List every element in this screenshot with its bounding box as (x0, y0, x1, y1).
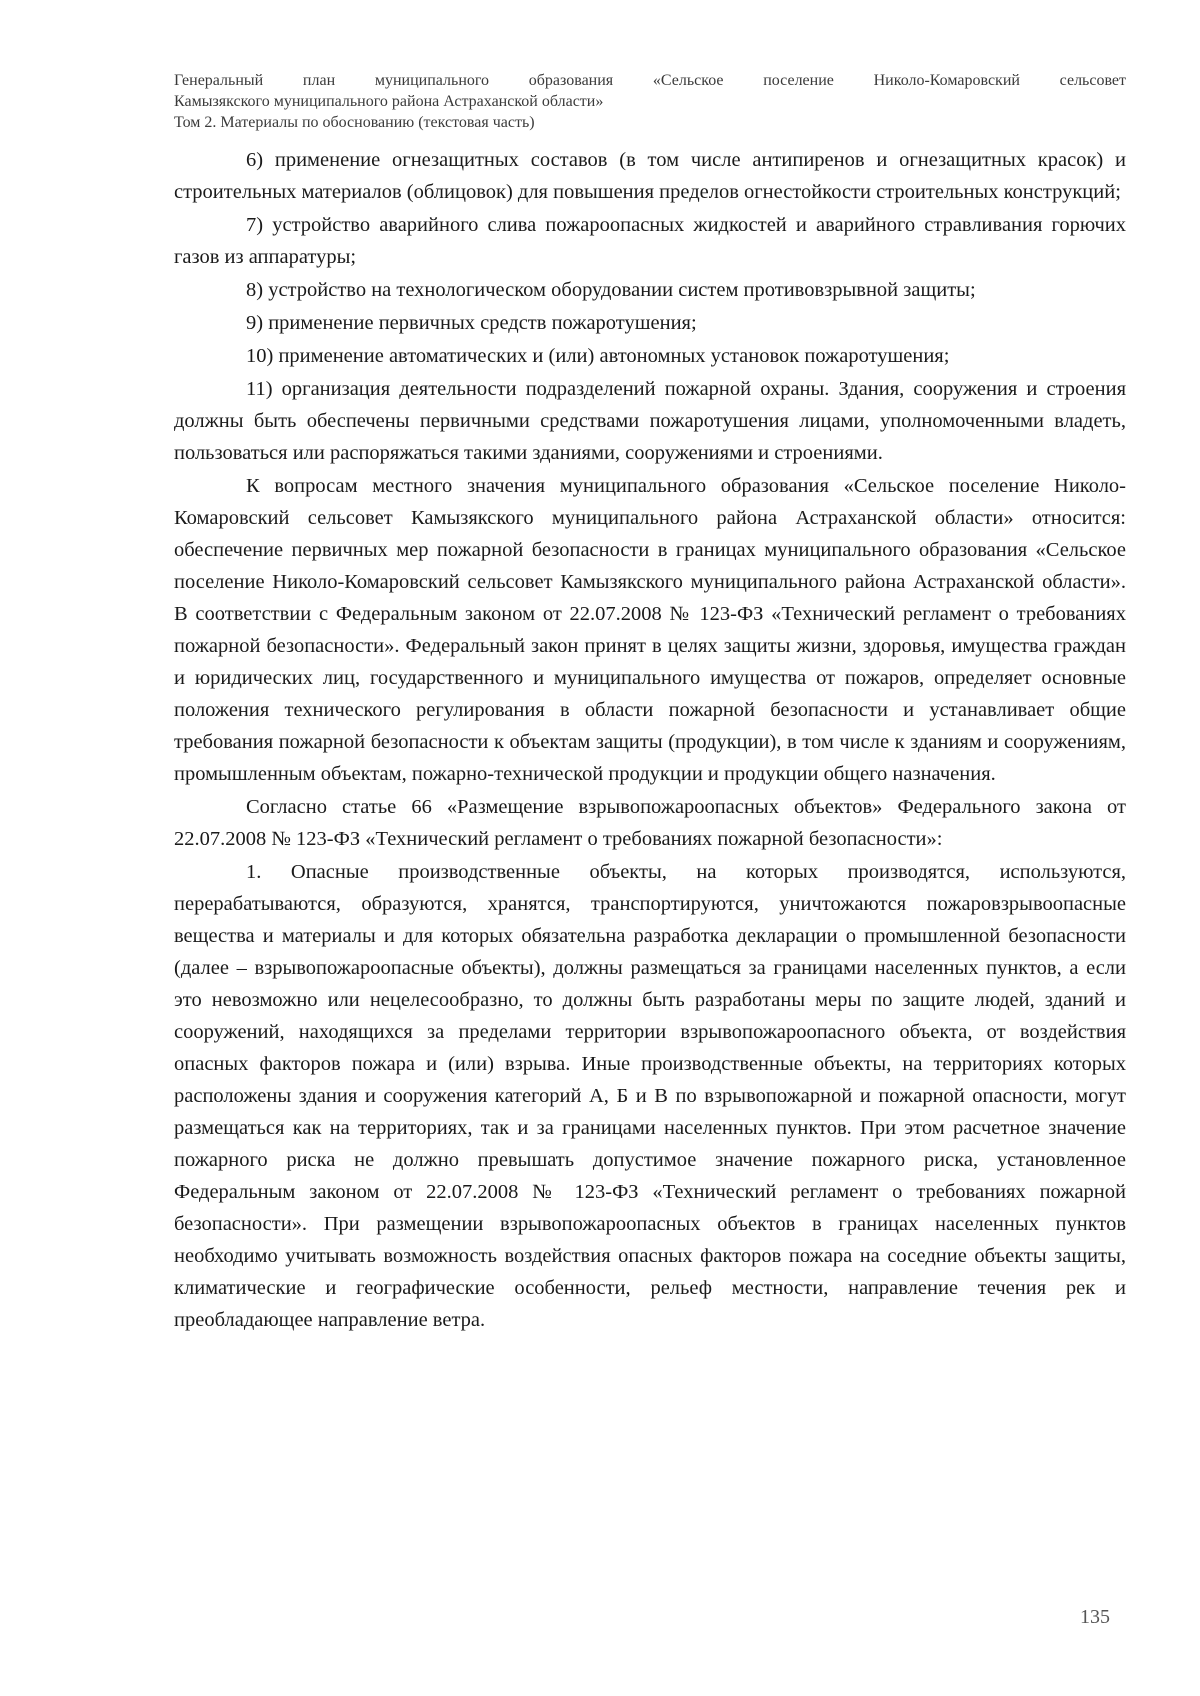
header-volume-line: Том 2. Материалы по обоснованию (текстовая часть) (174, 114, 535, 131)
paragraph-article-66: Согласно статье 66 «Размещение взрывопожароопасных объектов» Федерального закона от 22.07.2008 № 123-ФЗ «Технический регламент о требованиях пожарной безопасности»: (174, 796, 1126, 850)
paragraph-item-11: 11) организация деятельности подразделений пожарной охраны. Здания, сооружения и строения должны быть обеспечены первичными средствами пожаротушения лицами, уполномоченными владеть, пользоваться или распоряжаться такими зданиями, сооружениями и строениями. (174, 378, 1126, 464)
paragraph-item-6: 6) применение огнезащитных составов (в том числе антипиренов и огнезащитных красок) и строительных материалов (облицовок) для повышения пределов огнестойкости строительных конструкций; (174, 149, 1126, 203)
paragraph-local-significance: К вопросам местного значения муниципального образования «Сельское поселение Николо-Комаровский сельсовет Камызякского муниципального района Астраханской области» относится: обеспечение первичных мер пожарной безопасности в границах муниципального образования «Сельское поселение Николо-Комаровский сельсовет Камызякского муниципального района Астраханской области». В соответствии с Федеральным законом от 22.07.2008 № 123-ФЗ «Технический регламент о требованиях пожарной безопасности». Федеральный закон принят в целях защиты жизни, здоровья, имущества граждан и юридических лиц, государственного и муниципального имущества от пожаров, определяет основные положения технического регулирования в области пожарной безопасности и устанавливает общие требования пожарной безопасности к объектам защиты (продукции), в том числе к зданиям и сооружениям, промышленным объектам, пожарно-технической продукции и продукции общего назначения. (174, 475, 1126, 785)
body-text (174, 144, 1126, 1336)
paragraph-item-7: 7) устройство аварийного слива пожароопасных жидкостей и аварийного стравливания горючих газов из аппаратуры; (174, 214, 1126, 268)
paragraph-item-9: 9) применение первичных средств пожаротушения; (246, 312, 697, 334)
paragraph-item-8: 8) устройство на технологическом оборудовании систем противовзрывной защиты; (246, 279, 976, 301)
paragraph-item-10: 10) применение автоматических и (или) автономных установок пожаротушения; (246, 345, 950, 367)
running-header (174, 70, 1126, 133)
header-title-line-2: Камызякского муниципального района Астраханской области» (174, 93, 604, 110)
header-title-line-1: Генеральный план муниципального образования «Сельское поселение Николо-Комаровский сельсовет (174, 72, 1126, 89)
page-number: 135 (1080, 1606, 1110, 1628)
paragraph-article-66-item-1: 1. Опасные производственные объекты, на которых производятся, используются, перерабатываются, образуются, хранятся, транспортируются, уничтожаются пожаровзрывоопасные вещества и материалы и для которых обязательна разработка декларации о промышленной безопасности (далее – взрывопожароопасные объекты), должны размещаться за границами населенных пунктов, а если это невозможно или нецелесообразно, то должны быть разработаны меры по защите людей, зданий и сооружений, находящихся за пределами территории взрывопожароопасного объекта, от воздействия опасных факторов пожара и (или) взрыва. Иные производственные объекты, на территориях которых расположены здания и сооружения категорий А, Б и В по взрывопожарной и пожарной опасности, могут размещаться как на территориях, так и за границами населенных пунктов. При этом расчетное значение пожарного риска не должно превышать допустимое значение пожарного риска, установленное Федеральным законом от 22.07.2008 № 123-ФЗ «Технический регламент о требованиях пожарной безопасности». При размещении взрывопожароопасных объектов в границах населенных пунктов необходимо учитывать возможность воздействия опасных факторов пожара на соседние объекты защиты, климатические и географические особенности, рельеф местности, направление течения рек и преобладающее направление ветра. (174, 861, 1126, 1331)
